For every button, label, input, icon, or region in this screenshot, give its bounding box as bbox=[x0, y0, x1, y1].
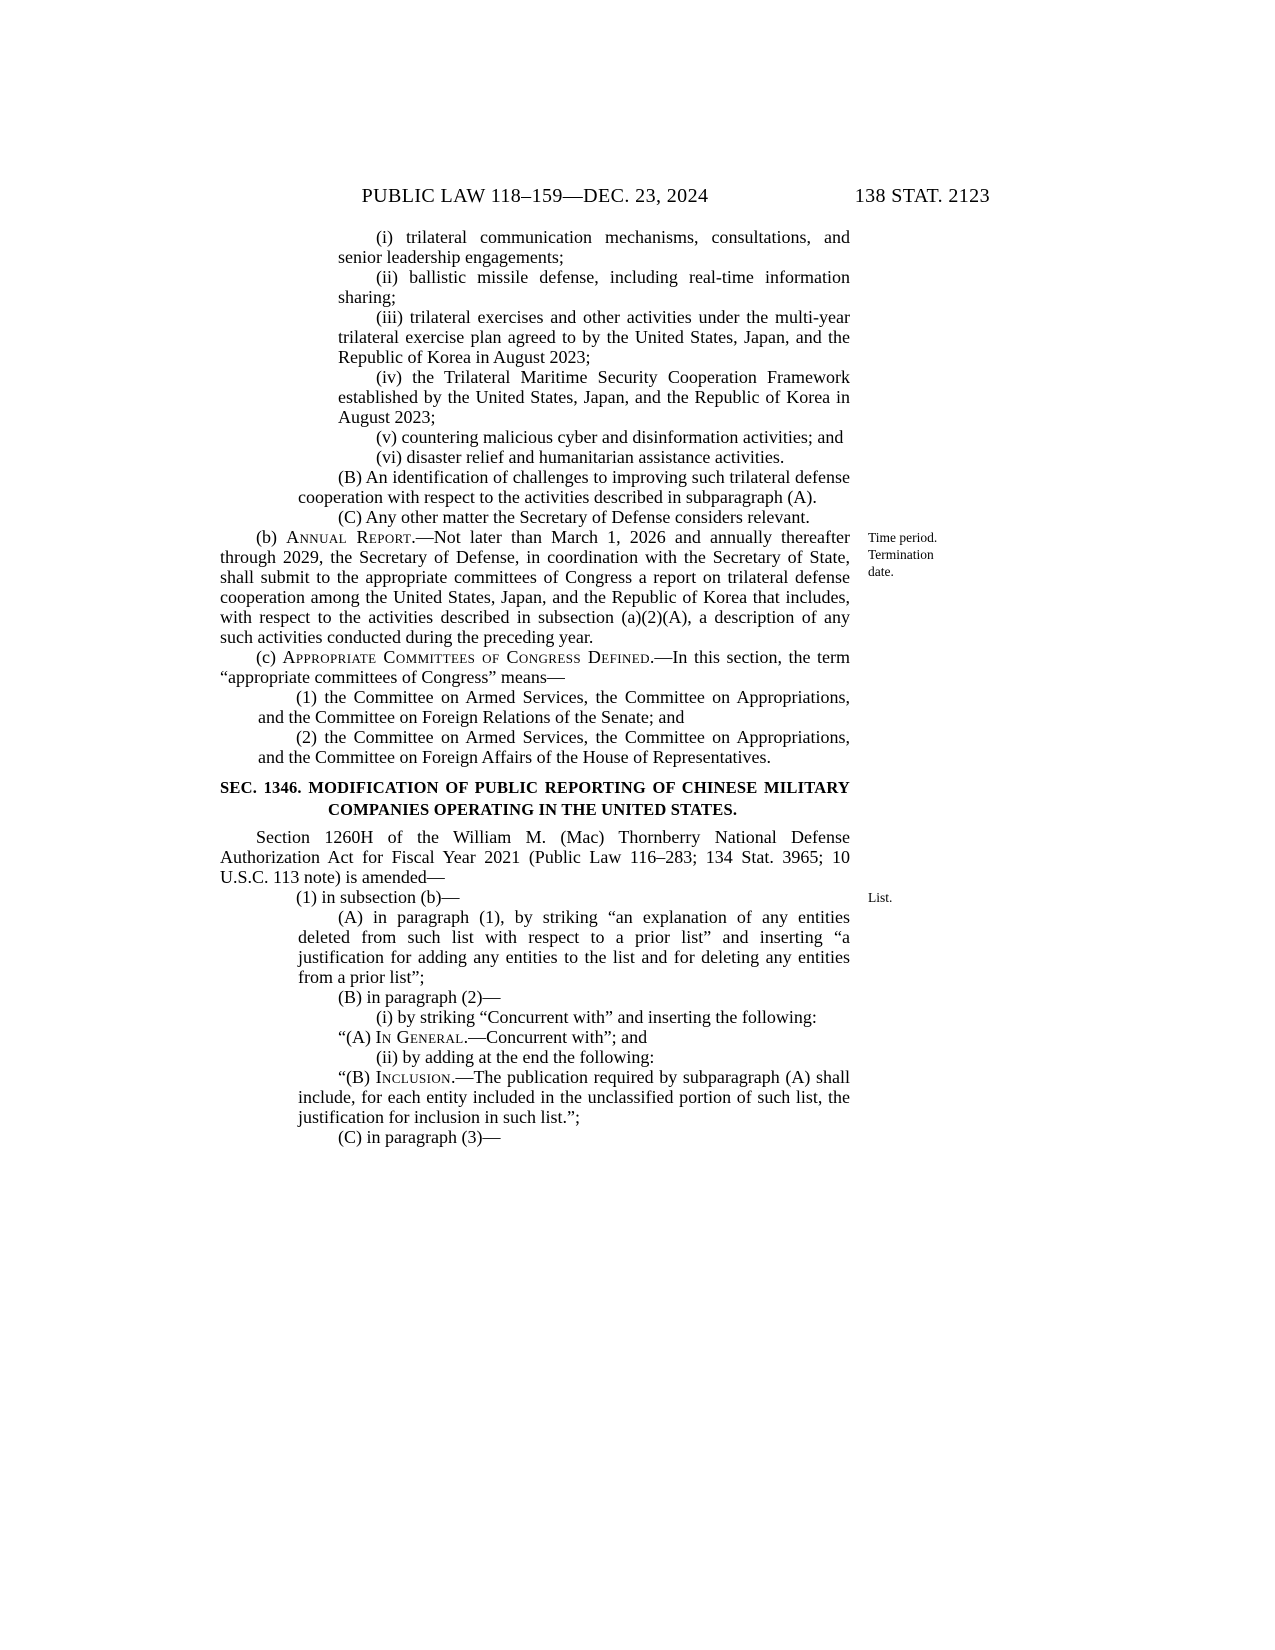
clause-ii: (ii) ballistic missile defense, including real-time information sharing; bbox=[338, 267, 850, 307]
intro-paragraph-section-1260h: Section 1260H of the William M. (Mac) Thornberry National Defense Authorization Act for Fiscal Year 2021 (Public Law 116–283; 134 Stat. 3965; 10 U.S.C. 113 note) is amended— bbox=[220, 827, 850, 887]
quote-B-prefix: “(B) bbox=[338, 1067, 376, 1087]
paragraph-c1: (1) the Committee on Armed Services, the Committee on Appropriations, and the Committee on Foreign Relations of the Senate; and bbox=[258, 687, 850, 727]
subparagraph-C: (C) Any other matter the Secretary of Defense considers relevant. bbox=[338, 507, 810, 527]
amendment-1B: (B) in paragraph (2)— bbox=[338, 987, 501, 1007]
amendment-1 bbox=[258, 887, 893, 907]
amendment-1B-ii: (ii) by adding at the end the following: bbox=[376, 1047, 655, 1067]
paragraph-b-smallcaps-heading: Annual Report bbox=[286, 527, 412, 547]
amendment-1-text: (1) in subsection (b)— bbox=[296, 887, 460, 907]
section-heading-1346: SEC. 1346. MODIFICATION OF PUBLIC REPORTING OF CHINESE MILITARY COMPANIES OPERATING IN THE UNITED STATES. bbox=[220, 778, 850, 819]
quote-A-smallcaps-heading: In General bbox=[375, 1027, 464, 1047]
amendment-1A: (A) in paragraph (1), by striking “an explanation of any entities deleted from such list with respect to a prior list” and inserting “a justification for adding any entities to the list and for deleting any entities from a prior list”; bbox=[298, 907, 850, 987]
clause-i: (i) trilateral communication mechanisms, consultations, and senior leadership engagements; bbox=[338, 227, 850, 267]
subparagraph-B: (B) An identification of challenges to improving such trilateral defense cooperation with respect to the activities described in subparagraph (A). bbox=[298, 467, 850, 507]
clause-vi: (vi) disaster relief and humanitarian assistance activities. bbox=[376, 447, 785, 467]
quoted-subparagraph-A bbox=[298, 1027, 850, 1047]
quote-A-prefix: “(A) bbox=[338, 1027, 376, 1047]
paragraph-c2: (2) the Committee on Armed Services, the Committee on Appropriations, and the Committee on Foreign Affairs of the House of Representatives. bbox=[258, 727, 850, 767]
paragraph-b-text: .—Not later than March 1, 2026 and annually thereafter through 2029, the Secretary of Defense, in coordination with the Secretary of State, shall submit to the appropriate committees of Congress a report on trilateral defense cooperation among the United States, Japan, and the Republic of Korea that includes, with respect to the activities described in subsection (a)(2)(A), a description of any such activities conducted during the preceding year. bbox=[220, 527, 850, 647]
clause-iii: (iii) trilateral exercises and other activities under the multi-year trilateral exercise plan agreed to by the United States, Japan, and the Republic of Korea in August 2023; bbox=[338, 307, 850, 367]
quote-B-smallcaps-heading: Inclusion bbox=[375, 1067, 451, 1087]
paragraph-c-appropriate-committees bbox=[220, 647, 850, 687]
paragraph-b-annual-report bbox=[220, 527, 938, 647]
running-header-law-title: PUBLIC LAW 118–159—DEC. 23, 2024 bbox=[361, 185, 709, 207]
margin-note-termination-date: Termination date. bbox=[868, 547, 934, 579]
margin-note-group bbox=[868, 529, 958, 580]
amendment-1B-i: (i) by striking “Concurrent with” and inserting the following: bbox=[376, 1007, 817, 1027]
paragraph-c-text: .—In this section, the term “appropriate committees of Congress” means— bbox=[220, 647, 850, 687]
quote-A-text: .—Concurrent with”; and bbox=[463, 1027, 648, 1047]
quoted-subparagraph-B bbox=[298, 1067, 850, 1127]
running-header-stat-page-number: 138 STAT. 2123 bbox=[854, 185, 990, 207]
clause-v: (v) countering malicious cyber and disinformation activities; and bbox=[376, 427, 844, 447]
quote-B-text: .—The publication required by subparagraph (A) shall include, for each entity included in the unclassified portion of such list, the justification for inclusion in such list.”; bbox=[298, 1067, 850, 1127]
clause-iv: (iv) the Trilateral Maritime Security Cooperation Framework established by the United States, Japan, and the Republic of Korea in August 2023; bbox=[338, 367, 850, 427]
paragraph-c-smallcaps-heading: Appropriate Committees of Congress Defined bbox=[282, 647, 650, 667]
paragraph-c-prefix: (c) bbox=[256, 647, 283, 667]
margin-note-list: List. bbox=[868, 890, 893, 905]
text-column bbox=[220, 227, 938, 1147]
paragraph-b-prefix: (b) bbox=[256, 527, 287, 547]
margin-note-time-period: Time period. bbox=[868, 530, 938, 545]
amendment-1C: (C) in paragraph (3)— bbox=[338, 1127, 501, 1147]
